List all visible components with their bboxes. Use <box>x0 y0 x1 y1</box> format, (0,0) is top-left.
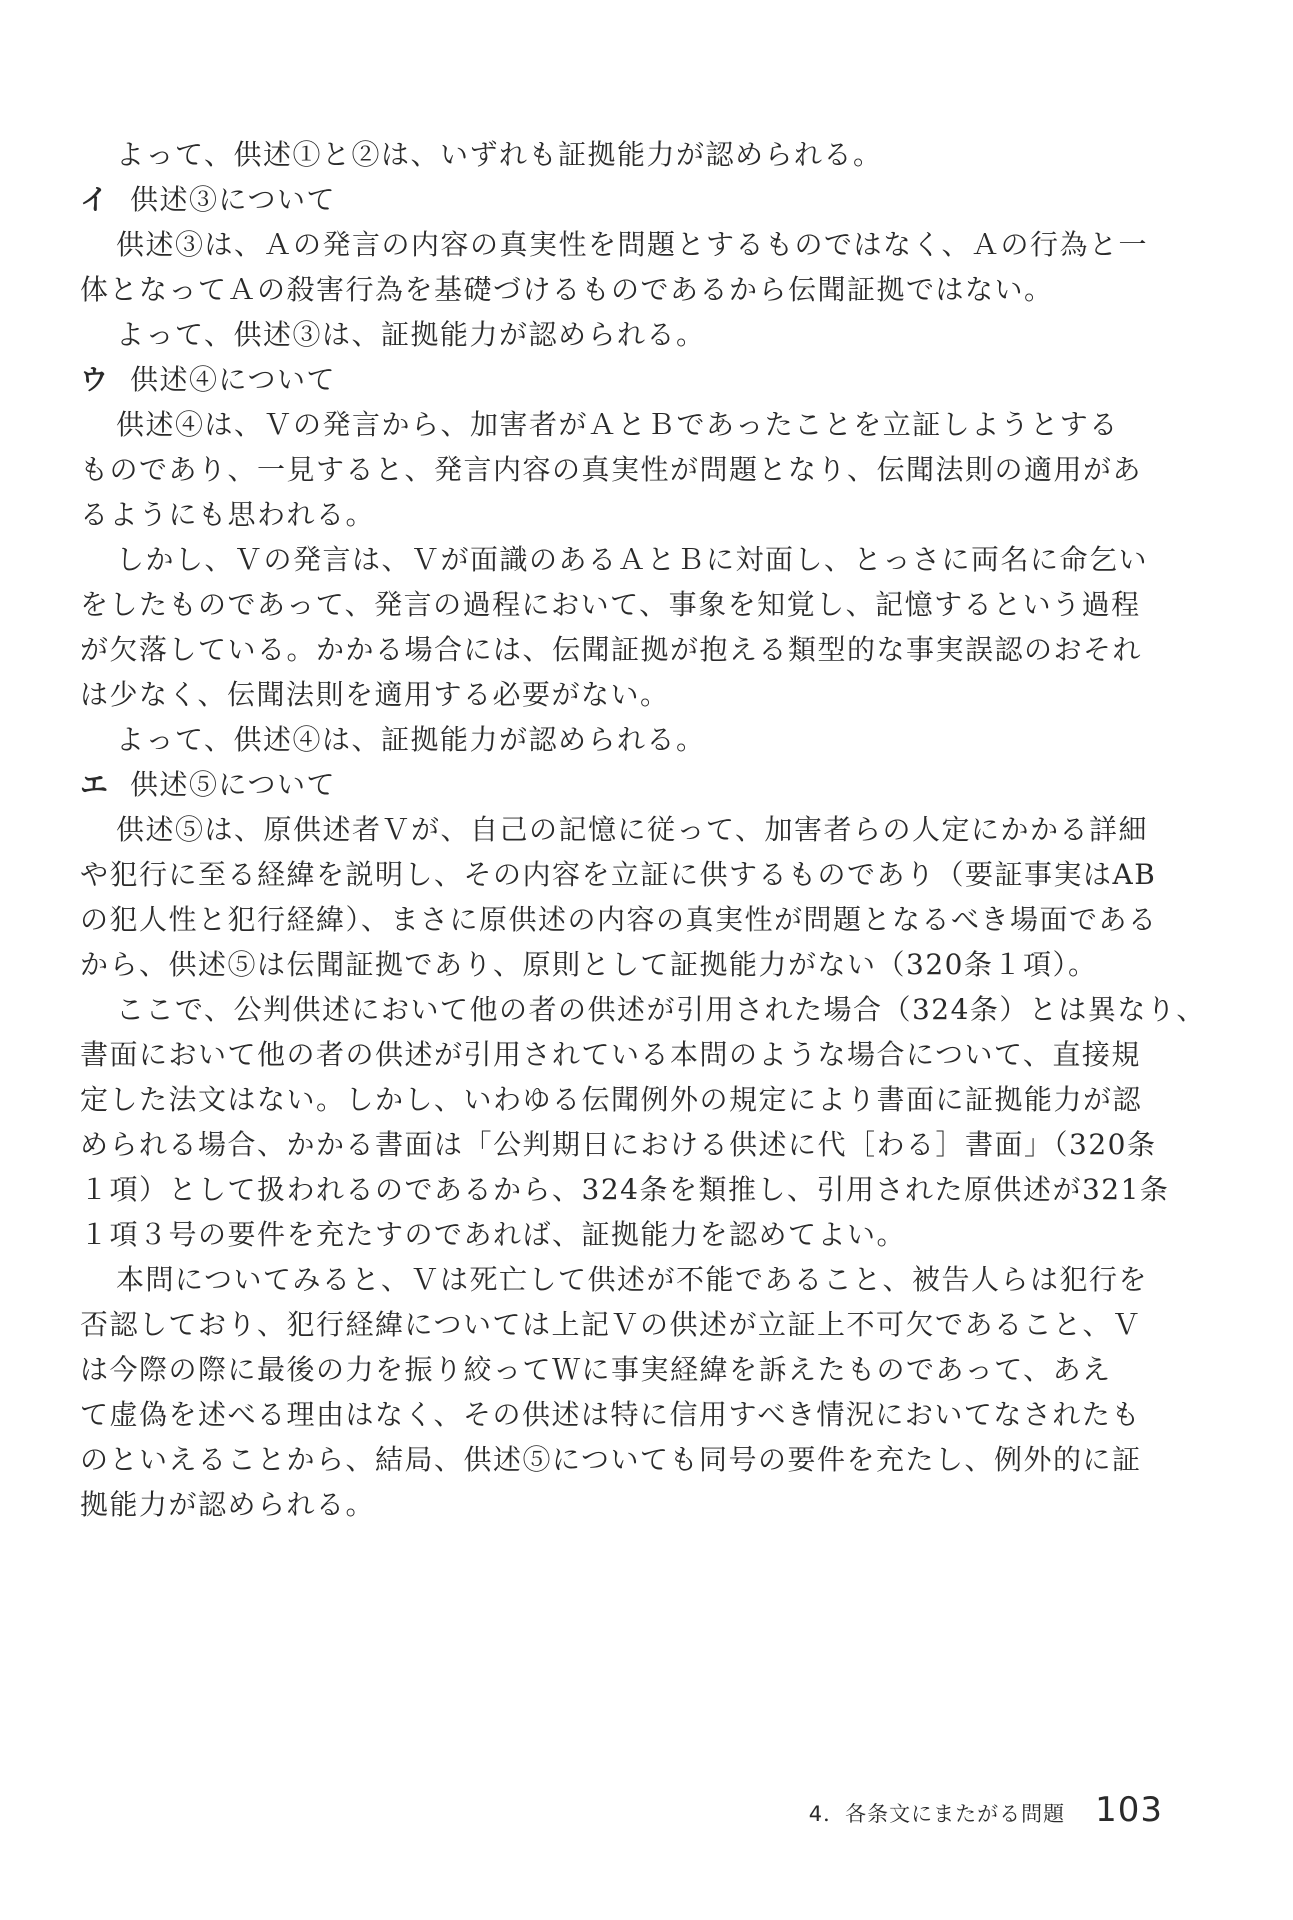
section-title: 供述③について <box>130 183 336 216</box>
body-line: １項３号の要件を充たすのであれば、証拠能力を認めてよい。 <box>80 1218 907 1251</box>
body-line: 供述⑤は、原供述者Ｖが、自己の記憶に従って、加害者らの人定にかかる詳細 <box>116 813 1148 846</box>
body-line: ものであり、一見すると、発言内容の真実性が問題となり、伝聞法則の適用があ <box>80 453 1143 486</box>
page-footer <box>809 1790 1163 1840</box>
body-line: ここで、公判供述において他の者の供述が引用された場合（324条）とは異なり、 <box>116 993 1206 1026</box>
body-line: 供述④は、Ｖの発言から、加害者がＡとＢであったことを立証しようとする <box>116 408 1119 441</box>
body-line: しかし、Ｖの発言は、Ｖが面識のあるＡとＢに対面し、とっさに両名に命乞い <box>116 543 1148 576</box>
section-title: 供述④について <box>130 363 336 396</box>
page-number: 103 <box>1095 1790 1163 1830</box>
running-footer-chapter: 4．各条文にまたがる問題 <box>808 1802 1066 1826</box>
page-body <box>80 132 1213 1527</box>
section-marker: イ <box>80 183 110 216</box>
body-line: 書面において他の者の供述が引用されている本問のような場合について、直接規 <box>80 1038 1141 1071</box>
body-line: 供述③は、Ａの発言の内容の真実性を問題とするものではなく、Ａの行為と一 <box>116 228 1148 261</box>
body-line: は今際の際に最後の力を振り絞ってＷに事実経緯を訴えたものであって、あえ <box>80 1353 1112 1386</box>
body-line: 拠能力が認められる。 <box>80 1488 376 1521</box>
body-line: よって、供述③は、証拠能力が認められる。 <box>116 318 706 351</box>
body-line: て虚偽を述べる理由はなく、その供述は特に信用すべき情況においてなされたも <box>80 1398 1141 1431</box>
section-heading-e <box>80 762 1213 807</box>
body-line: や犯行に至る経緯を説明し、その内容を立証に供するものであり（要証事実はAB <box>80 858 1157 891</box>
section-title: 供述⑤について <box>130 768 336 801</box>
body-line: が欠落している。かかる場合には、伝聞証拠が抱える類型的な事実誤認のおそれ <box>80 633 1143 666</box>
body-line: から、供述⑤は伝聞証拠であり、原則として証拠能力がない（320条１項）。 <box>80 948 1098 981</box>
section-marker: ウ <box>80 363 110 396</box>
section-heading-i <box>80 177 1213 222</box>
section-heading-u <box>80 357 1213 402</box>
body-line: １項）として扱われるのであるから、324条を類推し、引用された原供述が321条 <box>80 1173 1170 1206</box>
section-marker: エ <box>80 768 110 801</box>
body-line: のといえることから、結局、供述⑤についても同号の要件を充たし、例外的に証 <box>80 1443 1142 1476</box>
body-line: は少なく、伝聞法則を適用する必要がない。 <box>80 678 670 711</box>
body-line: 否認しており、犯行経緯については上記Ｖの供述が立証上不可欠であること、Ｖ <box>80 1308 1142 1341</box>
body-line: められる場合、かかる書面は「公判期日における供述に代［わる］書面」（320条 <box>80 1128 1157 1161</box>
body-line: 定した法文はない。しかし、いわゆる伝聞例外の規定により書面に証拠能力が認 <box>80 1083 1143 1116</box>
body-line: るようにも思われる。 <box>80 498 376 531</box>
body-line: をしたものであって、発言の過程において、事象を知覚し、記憶するという過程 <box>80 588 1141 621</box>
body-line: よって、供述①と②は、いずれも証拠能力が認められる。 <box>116 138 883 171</box>
body-line: よって、供述④は、証拠能力が認められる。 <box>116 723 706 756</box>
body-line: 本問についてみると、Ｖは死亡して供述が不能であること、被告人らは犯行を <box>116 1263 1148 1296</box>
body-line: の犯人性と犯行経緯）、まさに原供述の内容の真実性が問題となるべき場面である <box>80 903 1158 936</box>
body-line: 体となってＡの殺害行為を基礎づけるものであるから伝聞証拠ではない。 <box>80 273 1054 306</box>
